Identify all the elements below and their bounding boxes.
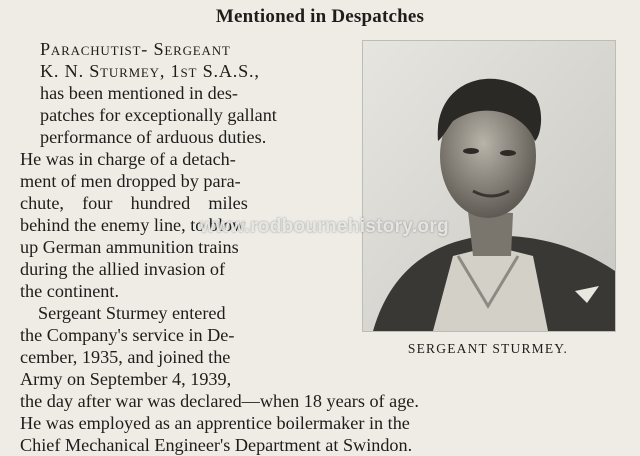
article-line-18: He was employed as an apprentice boilermaker in the bbox=[20, 413, 410, 433]
article-line-13: Sergeant Sturmey entered bbox=[38, 303, 226, 323]
portrait-photo bbox=[362, 40, 616, 332]
article-line-4: patches for exceptionally gallant bbox=[40, 105, 277, 125]
article-line-6: He was in charge of a detach- bbox=[20, 149, 236, 169]
article-line-19: Chief Mechanical Engineer's Department at Swindon. bbox=[20, 435, 413, 455]
article-line-11: during the allied invasion of bbox=[20, 259, 226, 279]
article-line-17: the day after war was declared—when 18 years of age. bbox=[20, 391, 419, 411]
article-line-1: Parachutist- Sergeant bbox=[40, 39, 231, 59]
watermark: www.rodbournehistory.org bbox=[200, 216, 449, 237]
article-line-14: the Company's service in De- bbox=[20, 325, 235, 345]
article-line-12: the continent. bbox=[20, 281, 119, 301]
article-line-7: ment of men dropped by para- bbox=[20, 171, 241, 191]
article-line-5: performance of arduous duties. bbox=[40, 127, 267, 147]
article-line-10: up German ammunition trains bbox=[20, 237, 239, 257]
article-line-2: K. N. Sturmey, 1st S.A.S., bbox=[40, 61, 260, 81]
photo-caption: SERGEANT STURMEY. bbox=[407, 341, 569, 356]
article-line-9: behind the enemy line, to blow bbox=[20, 215, 246, 235]
article-line-3: has been mentioned in des- bbox=[40, 83, 238, 103]
article-line-16: Army on September 4, 1939, bbox=[20, 369, 232, 389]
article-line-15: cember, 1935, and joined the bbox=[20, 347, 231, 367]
article-line-8: chute, four hundred miles bbox=[20, 193, 248, 213]
page-title: Mentioned in Despatches bbox=[215, 6, 425, 27]
